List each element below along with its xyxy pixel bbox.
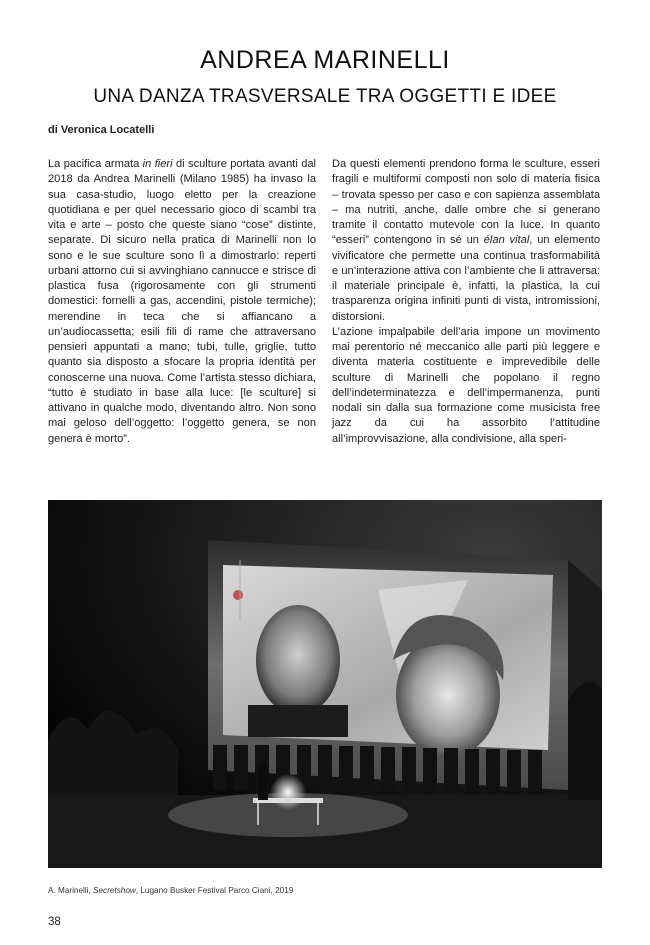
paragraph-text: di sculture portata avanti dal 2018 da Andrea Marinelli (Milano 1985) ha invaso la sua casa-studio, luogo eletto per la creazione quotidiana e per quel necessario gioco di scambi tra vita e arte – posto che queste siano “cose” distinte, separate. Di sicuro nella pratica di Marinelli non lo sono e le sue sculture sono lì a dimostrarlo: reperti urbani attorno cui si avvinghiano cannucce e strisce di plastica fusa (rigorosamente con gli strumenti domestici: fornelli a gas, accendini, pistole termiche); merendine in teca che si affiancano a un’audiocassetta; esili fili di rame che attraversano pensieri appuntati a mano; tubi, tulle, griglie, tutto quanto sia disposto a sfocare la propria identità per conoscerne una nuova. Come l’artista stesso dichiara, “tutto è studiato in base alla luce: [le sculture] si attivano in qualche modo, diventando altro. Non sono mai geloso dell’oggetto: l’oggetto genera, se non genera è morto”. — [48, 158, 317, 445]
paragraph: L’azione impalpabile dell’aria impone un movimento mai perentorio né meccanico alle parti più leggere e diventa materia costituente e imprevedibile delle sculture di Marinelli che popolano il regno dell’indeterminatezza e dell’impermanenza, punti nodali sin dalla sua formazione come musicista free jazz da cui ha assorbito l’attitudine all’improvvisazione, alla condivisione, alla speri- — [332, 325, 600, 445]
paragraph-text: Da questi elementi prendono forma le sculture, esseri fragili e multiformi composti non solo di materia fisica – trovata spesso per caso e con sapienza assemblata – ma nutriti, anche, dalle ombre che si generano tramite il contatto mutevole con la luce. In quanto “esseri” contengono in sé un — [332, 158, 600, 247]
italic-phrase: in fieri — [142, 158, 173, 170]
article-subtitle: UNA DANZA TRASVERSALE TRA OGGETTI E IDEE — [93, 86, 557, 107]
caption-text: , Lugano Busker Festival Parco Ciani, 2019 — [135, 886, 294, 895]
caption-text: A. Marinelli, — [48, 886, 94, 895]
text-column-left — [48, 157, 316, 447]
paragraph-text: , un elemento vivificatore che permette una continua trasformabilità e un’interazione attiva con l’ambiente che li attraversa: il materiale principale è, infatti, la plastica, la cui trasparenza origina infiniti punti di vista, intromissioni, distorsioni. — [332, 234, 600, 323]
text-column-right — [332, 157, 600, 447]
caption-artwork-title: Secretshow — [93, 886, 136, 895]
paragraph — [48, 157, 316, 447]
photo-caption — [48, 886, 293, 895]
paragraph — [332, 157, 600, 325]
performance-photo — [48, 500, 602, 868]
italic-phrase: élan vital — [483, 234, 530, 247]
page-number: 38 — [48, 916, 61, 928]
author-byline: di Veronica Locatelli — [48, 124, 155, 136]
paragraph-text: La pacifica armata — [48, 158, 143, 170]
article-title: ANDREA MARINELLI — [200, 46, 450, 74]
